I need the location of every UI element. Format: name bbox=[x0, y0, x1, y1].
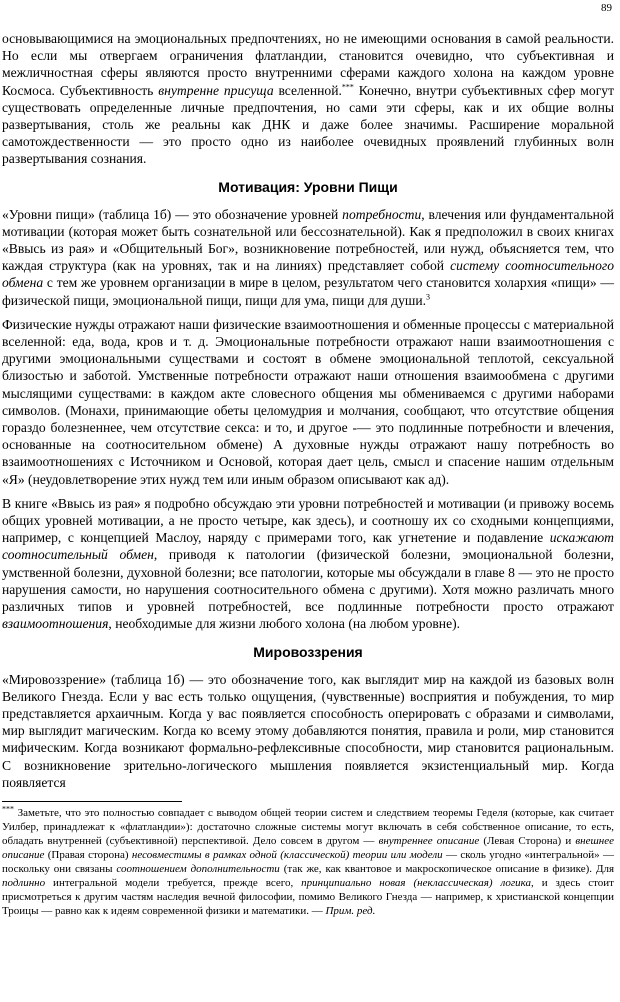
footnote: *** Заметьте, что это полностью совпадает с выводом общей теории систем и следствием теоремы Геделя (которые, как считает Уилбер, принадлежат к «флатландии»): достаточно сложные системы могут включать в себя собственное описание, то есть, обладать внутренней (субъективной) перспективой. Дело совсем в другом — внутреннее описание (Левая Сторона) и внешнее описание (Правая сторона) несовместимы в рамках одной (классической) теории или модели — сколь угодно «интегральной» — поскольку они связаны соотношением дополнительности (так же, как квантовое и макроскопическое описание в физике). Для подлинно интегральной модели требуется, прежде всего, принципиально новая (неклассическая) логика, и здесь стоит присмотреться к другим частям наследия вечной философии, помимо Великого Гнезда — например, к христианской концепции Троицы — равно как к идеям современной физики и математики. — Прим. ред. bbox=[2, 804, 615, 917]
footnote-marker: *** bbox=[341, 82, 354, 92]
paragraph-up-from-eden: В книге «Ввысь из рая» я подробно обсуждаю эти уровни потребностей и мотивации (и привожу восемь общих уровней мотивации, а не просто четыре, как здесь), и соотношу их со сходными концепциями, например, с концепцией Маслоу, наряду с примерами того, как угнетение и подавление искажают соотносительный обмен, приводя к патологии (физической болезни, эмоциональной болезни, умственной болезни, духовной болезни; все патологии, которые мы обсуждали в главе 8 — это не просто нарушения самости, но нарушения соотносительного обмена с другими). Хотя можно различать много различных типов и уровней потребностей, все подлинные потребности просто отражают взаимоотношения, необходимые для жизни любого холона (на любом уровне). bbox=[2, 495, 614, 632]
section-heading-motivation: Мотивация: Уровни Пищи bbox=[218, 178, 398, 195]
section-heading-worldviews: Мировоззрения bbox=[253, 643, 363, 660]
page-body bbox=[2, 30, 614, 918]
endnote-marker: 3 bbox=[426, 292, 431, 302]
paragraph-intro: основывающимися на эмоциональных предпочтениях, но не имеющими основания в самой реальности. Но если мы отвергаем ограничения флатландии, становится очевидно, что субъективная и межличностная сферы являются просто внутренними сферами каждого холона на каждом уровне Космоса. Субъективность внутренне присуща вселенной.*** Конечно, внутри субъективных сфер могут существовать определенные личные предпочтения, но сами эти сферы, как и их общие волны развертывания, столь же реальны как ДНК и даже более значимы. Расширение моральной самотождественности — это просто одно из наиболее очевидных проявлений глубинных волн развертывания сознания. bbox=[2, 31, 615, 167]
paragraph-food-levels: «Уровни пищи» (таблица 1б) — это обозначение уровней потребности, влечения или фундаментальной мотивации (которая может быть сознательной или бессознательной). Как я предположил в своих книгах «Ввысь из рая» и «Общительный Бог», возникновение потребностей, или нужд, объясняется тем, что каждая структура (как на уровнях, так и на линиях) представляет собой систему соотносительного обмена с тем же уровнем организации в мире в целом, результатом чего становится холархия «пищи» — физической пищи, эмоциональной пищи, пищи для ума, пищи для души.$^3$ bbox=[2, 206, 615, 308]
paragraph-needs: Физические нужды отражают наши физические взаимоотношения и обменные процессы с материальной вселенной: еда, вода, кров и т. д. Эмоциональные потребности отражают наши взаимоотношения с другими эмоциональными существами и состоят в обмене эмоциональной теплотой, сексуальной близостью и заботой. Умственные потребности отражают наши отношения взаимообмена с другими мыслящими существами: в каждом акте словесного общения мы обмениваемся с другими наборами символов. (Монахи, принимающие обеты целомудрия и молчания, сообщают, что отсутствие общения гораздо болезненнее, чем отсутствие секса: и то, и другое -— это подлинные потребности и влечения, основанные на соотносительном обмене) А духовные нужды отражают нашу потребность во взаимоотношениях с Источником и Основой, которая дает цель, смысл и спасение нашим отдельным «Я» (неудовлетворение этих нужд тем или иным образом описывают как ад). bbox=[2, 316, 614, 487]
page-number: 89 bbox=[601, 2, 612, 14]
paragraph-worldviews: «Мировоззрение» (таблица 1б) — это обозначение того, как выглядит мир на каждой из базовых волн Великого Гнезда. Если у вас есть только ощущения, (чувственные) восприятия и побуждения, то мир представляется архаичным. Когда у вас появляется способность оперировать с образами и символами, мир выглядит магическим. Когда ко всему этому добавляются понятия, правила и роли, мир становится мифическим. Когда возникают формально-рефлексивные способности, мир становится рациональным. С возникновение зрительно-логического мышления появляется экзистенциальный мир. Когда появляется bbox=[2, 671, 614, 790]
footnote-divider bbox=[2, 801, 182, 802]
